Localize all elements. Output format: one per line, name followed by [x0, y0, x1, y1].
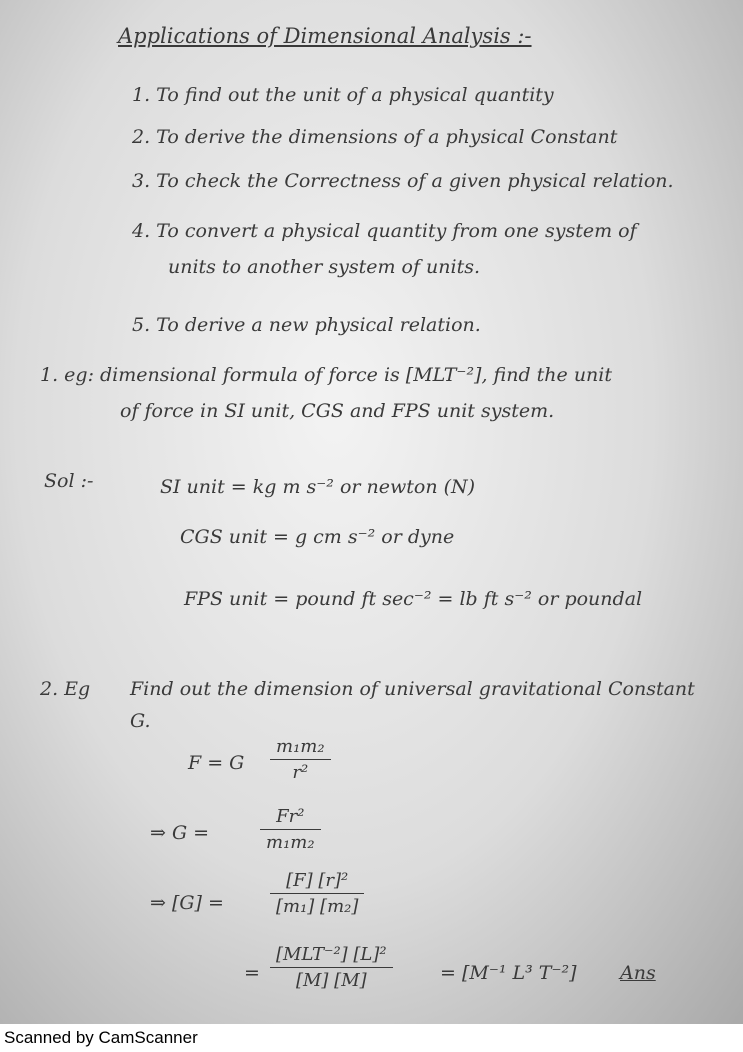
example2-question-cont: G.: [130, 710, 151, 732]
eq4-result: = [M⁻¹ L³ T⁻²]: [440, 962, 577, 984]
eq1-lhs: F = G: [188, 752, 245, 774]
eq2-lhs: ⇒ G =: [150, 822, 210, 844]
eq3-lhs: ⇒ [G] =: [150, 892, 224, 914]
scanner-watermark: Scanned by CamScanner: [4, 1028, 198, 1047]
example2-label: 2. Eg: [40, 678, 91, 700]
page-title: Applications of Dimensional Analysis :-: [118, 24, 532, 48]
eq2-numerator: Fr²: [276, 806, 305, 827]
application-item-4-cont: units to another system of units.: [168, 256, 480, 278]
eq1-fraction: [270, 736, 331, 783]
fraction-bar: [270, 893, 364, 894]
eq3-fraction: [270, 870, 364, 917]
eq1-numerator: m₁m₂: [276, 736, 325, 757]
fraction-bar: [270, 759, 331, 760]
example1-question-cont: of force in SI unit, CGS and FPS unit system.: [120, 400, 555, 422]
application-item-1: 1. To find out the unit of a physical quantity: [132, 84, 554, 106]
eq2-denominator: m₁m₂: [266, 832, 315, 853]
application-item-4: 4. To convert a physical quantity from one system of: [132, 220, 637, 242]
eq4-denominator: [M] [M]: [295, 970, 367, 991]
cgs-unit-line: CGS unit = g cm s⁻² or dyne: [180, 526, 455, 548]
fraction-bar: [270, 967, 393, 968]
eq4-numerator: [MLT⁻²] [L]²: [276, 944, 387, 965]
answer-label: Ans: [620, 962, 656, 984]
example2-question: Find out the dimension of universal gravitational Constant: [130, 678, 695, 700]
fraction-bar: [260, 829, 321, 830]
fps-unit-line: FPS unit = pound ft sec⁻² = lb ft s⁻² or poundal: [184, 588, 643, 610]
solution-label: Sol :-: [44, 470, 94, 492]
eq1-denominator: r²: [292, 762, 309, 783]
si-unit-line: SI unit = kg m s⁻² or newton (N): [160, 476, 476, 498]
application-item-2: 2. To derive the dimensions of a physical Constant: [132, 126, 618, 148]
eq3-numerator: [F] [r]²: [286, 870, 349, 891]
example1-question: 1. eg: dimensional formula of force is [MLT⁻²], find the unit: [40, 364, 613, 386]
eq4-lhs: =: [244, 962, 260, 984]
eq2-fraction: [260, 806, 321, 853]
application-item-5: 5. To derive a new physical relation.: [132, 314, 481, 336]
eq4-fraction: [270, 944, 393, 991]
application-item-3: 3. To check the Correctness of a given physical relation.: [132, 170, 674, 192]
eq3-denominator: [m₁] [m₂]: [276, 896, 359, 917]
